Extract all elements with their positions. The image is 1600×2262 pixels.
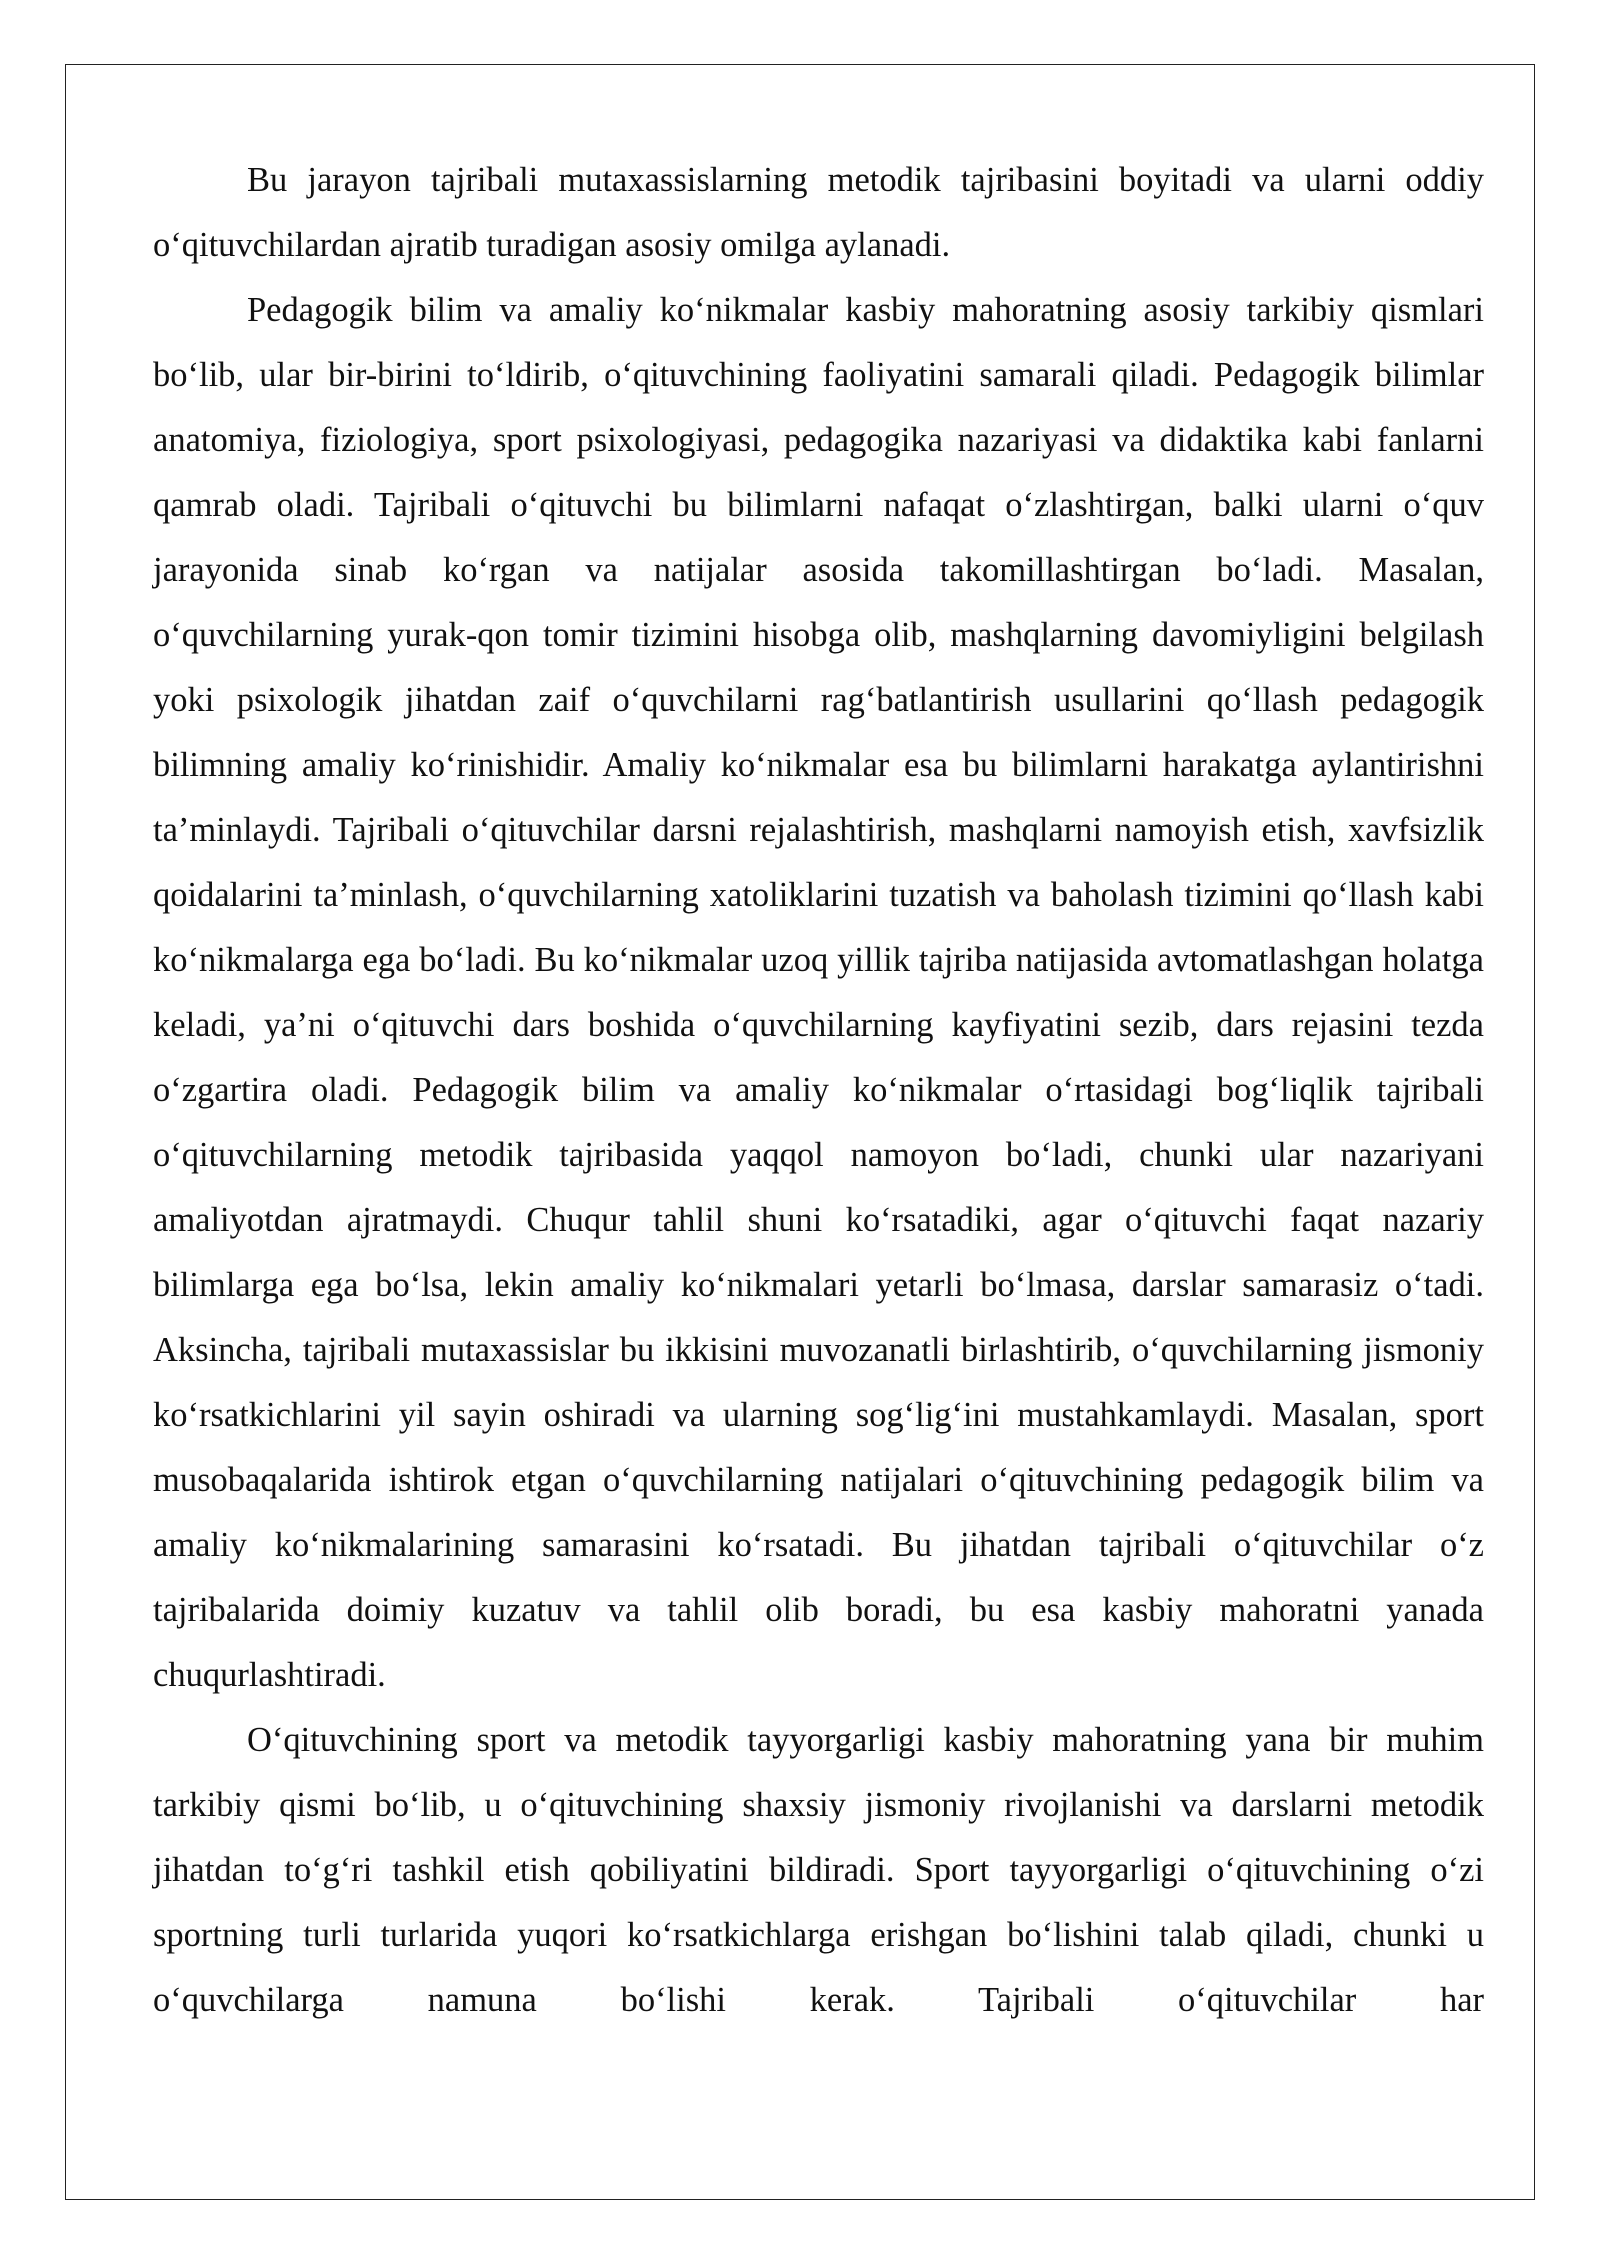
- paragraph: Bu jarayon tajribali mutaxassislarning metodik tajribasini boyitadi va ularni oddiy o‘qituvchilardan ajratib turadigan asosiy omilga aylanadi.: [153, 161, 1484, 264]
- paragraph: O‘qituvchining sport va metodik tayyorgarligi kasbiy mahoratning yana bir muhim tarkibiy qismi bo‘lib, u o‘qituvchining shaxsiy jismoniy rivojlanishi va darslarni metodik jihatdan to‘g‘ri tashkil etish qobiliyatini bildiradi. Sport tayyorgarligi o‘qituvchining o‘zi sportning turli turlarida yuqori ko‘rsatkichlarga erishgan bo‘lishini talab qiladi, chunki u o‘quvchilarga namuna bo‘lishi kerak. Tajribali o‘qituvchilar har: [153, 1721, 1484, 2019]
- paragraph: Pedagogik bilim va amaliy ko‘nikmalar kasbiy mahoratning asosiy tarkibiy qismlari bo‘lib, ular bir-birini to‘ldirib, o‘qituvchining faoliyatini samarali qiladi. Pedagogik bilimlar anatomiya, fiziologiya, sport psixologiyasi, pedagogika nazariyasi va didaktika kabi fanlarni qamrab oladi. Tajribali o‘qituvchi bu bilimlarni nafaqat o‘zlashtirgan, balki ularni o‘quv jarayonida sinab ko‘rgan va natijalar asosida takomillashtirgan bo‘ladi. Masalan, o‘quvchilarning yurak-qon tomir tizimini hisobga olib, mashqlarning davomiyligini belgilash yoki psixologik jihatdan zaif o‘quvchilarni rag‘batlantirish usullarini qo‘llash pedagogik bilimning amaliy ko‘rinishidir. Amaliy ko‘nikmalar esa bu bilimlarni harakatga aylantirishni ta’minlaydi. Tajribali o‘qituvchilar darsni rejalashtirish, mashqlarni namoyish etish, xavfsizlik qoidalarini ta’minlash, o‘quvchilarning xatoliklarini tuzatish va baholash tizimini qo‘llash kabi ko‘nikmalarga ega bo‘ladi. Bu ko‘nikmalar uzoq yillik tajriba natijasida avtomatlashgan holatga keladi, ya’ni o‘qituvchi dars boshida o‘quvchilarning kayfiyatini sezib, dars rejasini tezda o‘zgartira oladi. Pedagogik bilim va amaliy ko‘nikmalar o‘rtasidagi bog‘liqlik tajribali o‘qituvchilarning metodik tajribasida yaqqol namoyon bo‘ladi, chunki ular nazariyani amaliyotdan ajratmaydi. Chuqur tahlil shuni ko‘rsatadiki, agar o‘qituvchi faqat nazariy bilimlarga ega bo‘lsa, lekin amaliy ko‘nikmalari yetarli bo‘lmasa, darslar samarasiz o‘tadi. Aksincha, tajribali mutaxassislar bu ikkisini muvozanatli birlashtirib, o‘quvchilarning jismoniy ko‘rsatkichlarini yil sayin oshiradi va ularning sog‘lig‘ini mustahkamlaydi. Masalan, sport musobaqalarida ishtirok etgan o‘quvchilarning natijalari o‘qituvchining pedagogik bilim va amaliy ko‘nikmalarining samarasini ko‘rsatadi. Bu jihatdan tajribali o‘qituvchilar o‘z tajribalarida doimiy kuzatuv va tahlil olib boradi, bu esa kasbiy mahoratni yanada chuqurlashtiradi.: [153, 291, 1484, 1694]
- document-body: [153, 148, 1484, 2033]
